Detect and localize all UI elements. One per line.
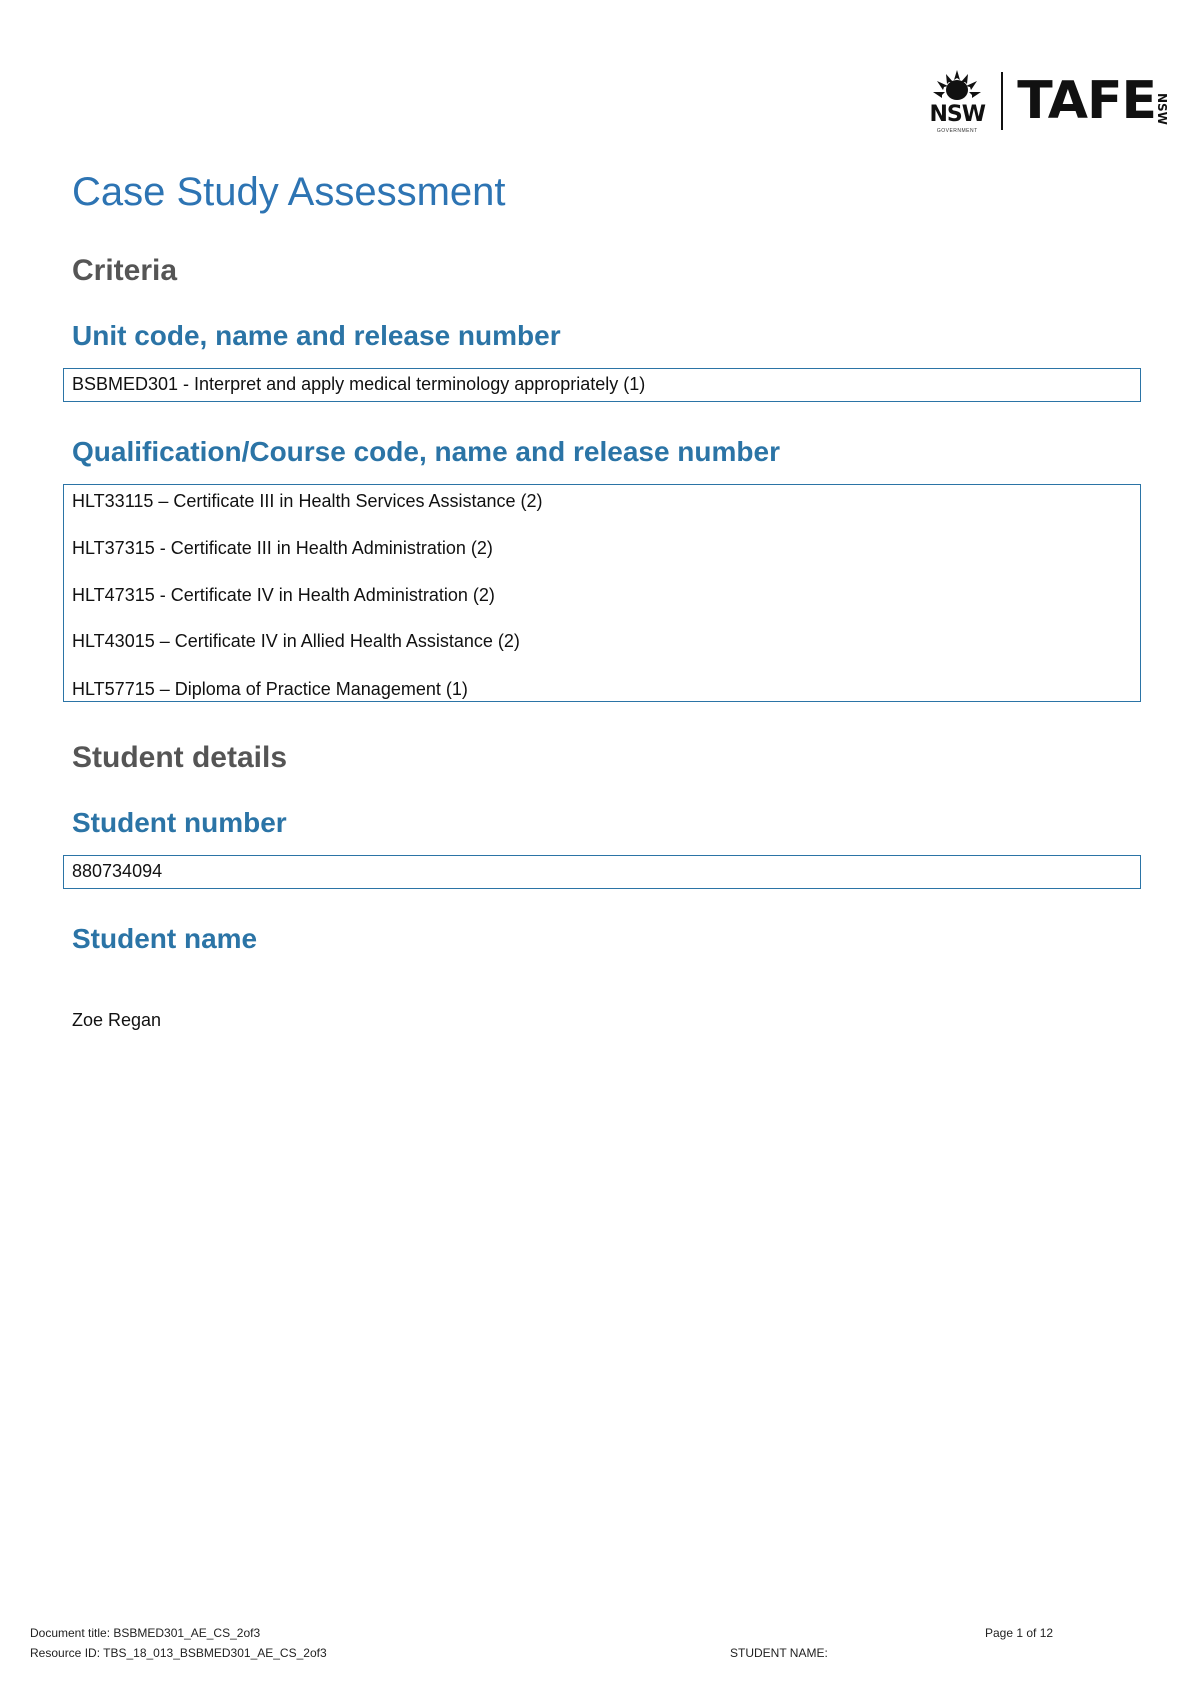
student-number-box <box>63 855 1141 889</box>
qualification-box <box>63 484 1141 702</box>
footer-student-name-label: STUDENT NAME: <box>730 1646 828 1660</box>
footer-document-title: Document title: BSBMED301_AE_CS_2of3 <box>30 1626 261 1640</box>
footer-page-number: Page 1 of 12 <box>985 1626 1054 1640</box>
nsw-logo-text: NSW <box>929 102 986 127</box>
waratah-icon <box>931 68 983 102</box>
unit-heading: Unit code, name and release number <box>72 320 561 351</box>
qualification-item: HLT57715 – Diploma of Practice Management (1) <box>72 679 468 699</box>
student-details-heading: Student details <box>72 741 288 774</box>
nsw-government-logo <box>927 68 987 134</box>
qualification-heading: Qualification/Course code, name and release number <box>72 436 780 467</box>
logo-divider <box>1001 72 1003 130</box>
student-name-value: Zoe Regan <box>72 1010 162 1030</box>
qualification-item: HLT37315 - Certificate III in Health Administration (2) <box>72 538 493 558</box>
qualification-item: HLT33115 – Certificate III in Health Services Assistance (2) <box>72 491 543 511</box>
unit-box <box>63 368 1141 402</box>
nsw-logo-subtext: GOVERNMENT <box>936 128 978 134</box>
tafe-nsw-logo <box>927 68 1170 134</box>
student-number-heading: Student number <box>72 807 287 838</box>
footer-resource-id: Resource ID: TBS_18_013_BSBMED301_AE_CS_2of3 <box>30 1646 327 1660</box>
page-title: Case Study Assessment <box>72 170 506 214</box>
qualification-item: HLT47315 - Certificate IV in Health Administration (2) <box>72 585 495 605</box>
student-name-heading: Student name <box>72 923 258 954</box>
tafe-logo-nsw-text: NSW <box>1155 93 1169 125</box>
criteria-heading: Criteria <box>72 254 178 287</box>
tafe-logo-text: TAFE <box>1017 71 1156 131</box>
qualification-item: HLT43015 – Certificate IV in Allied Health Assistance (2) <box>72 631 520 651</box>
student-number-value: 880734094 <box>72 861 163 881</box>
unit-value: BSBMED301 - Interpret and apply medical terminology appropriately (1) <box>72 374 646 394</box>
